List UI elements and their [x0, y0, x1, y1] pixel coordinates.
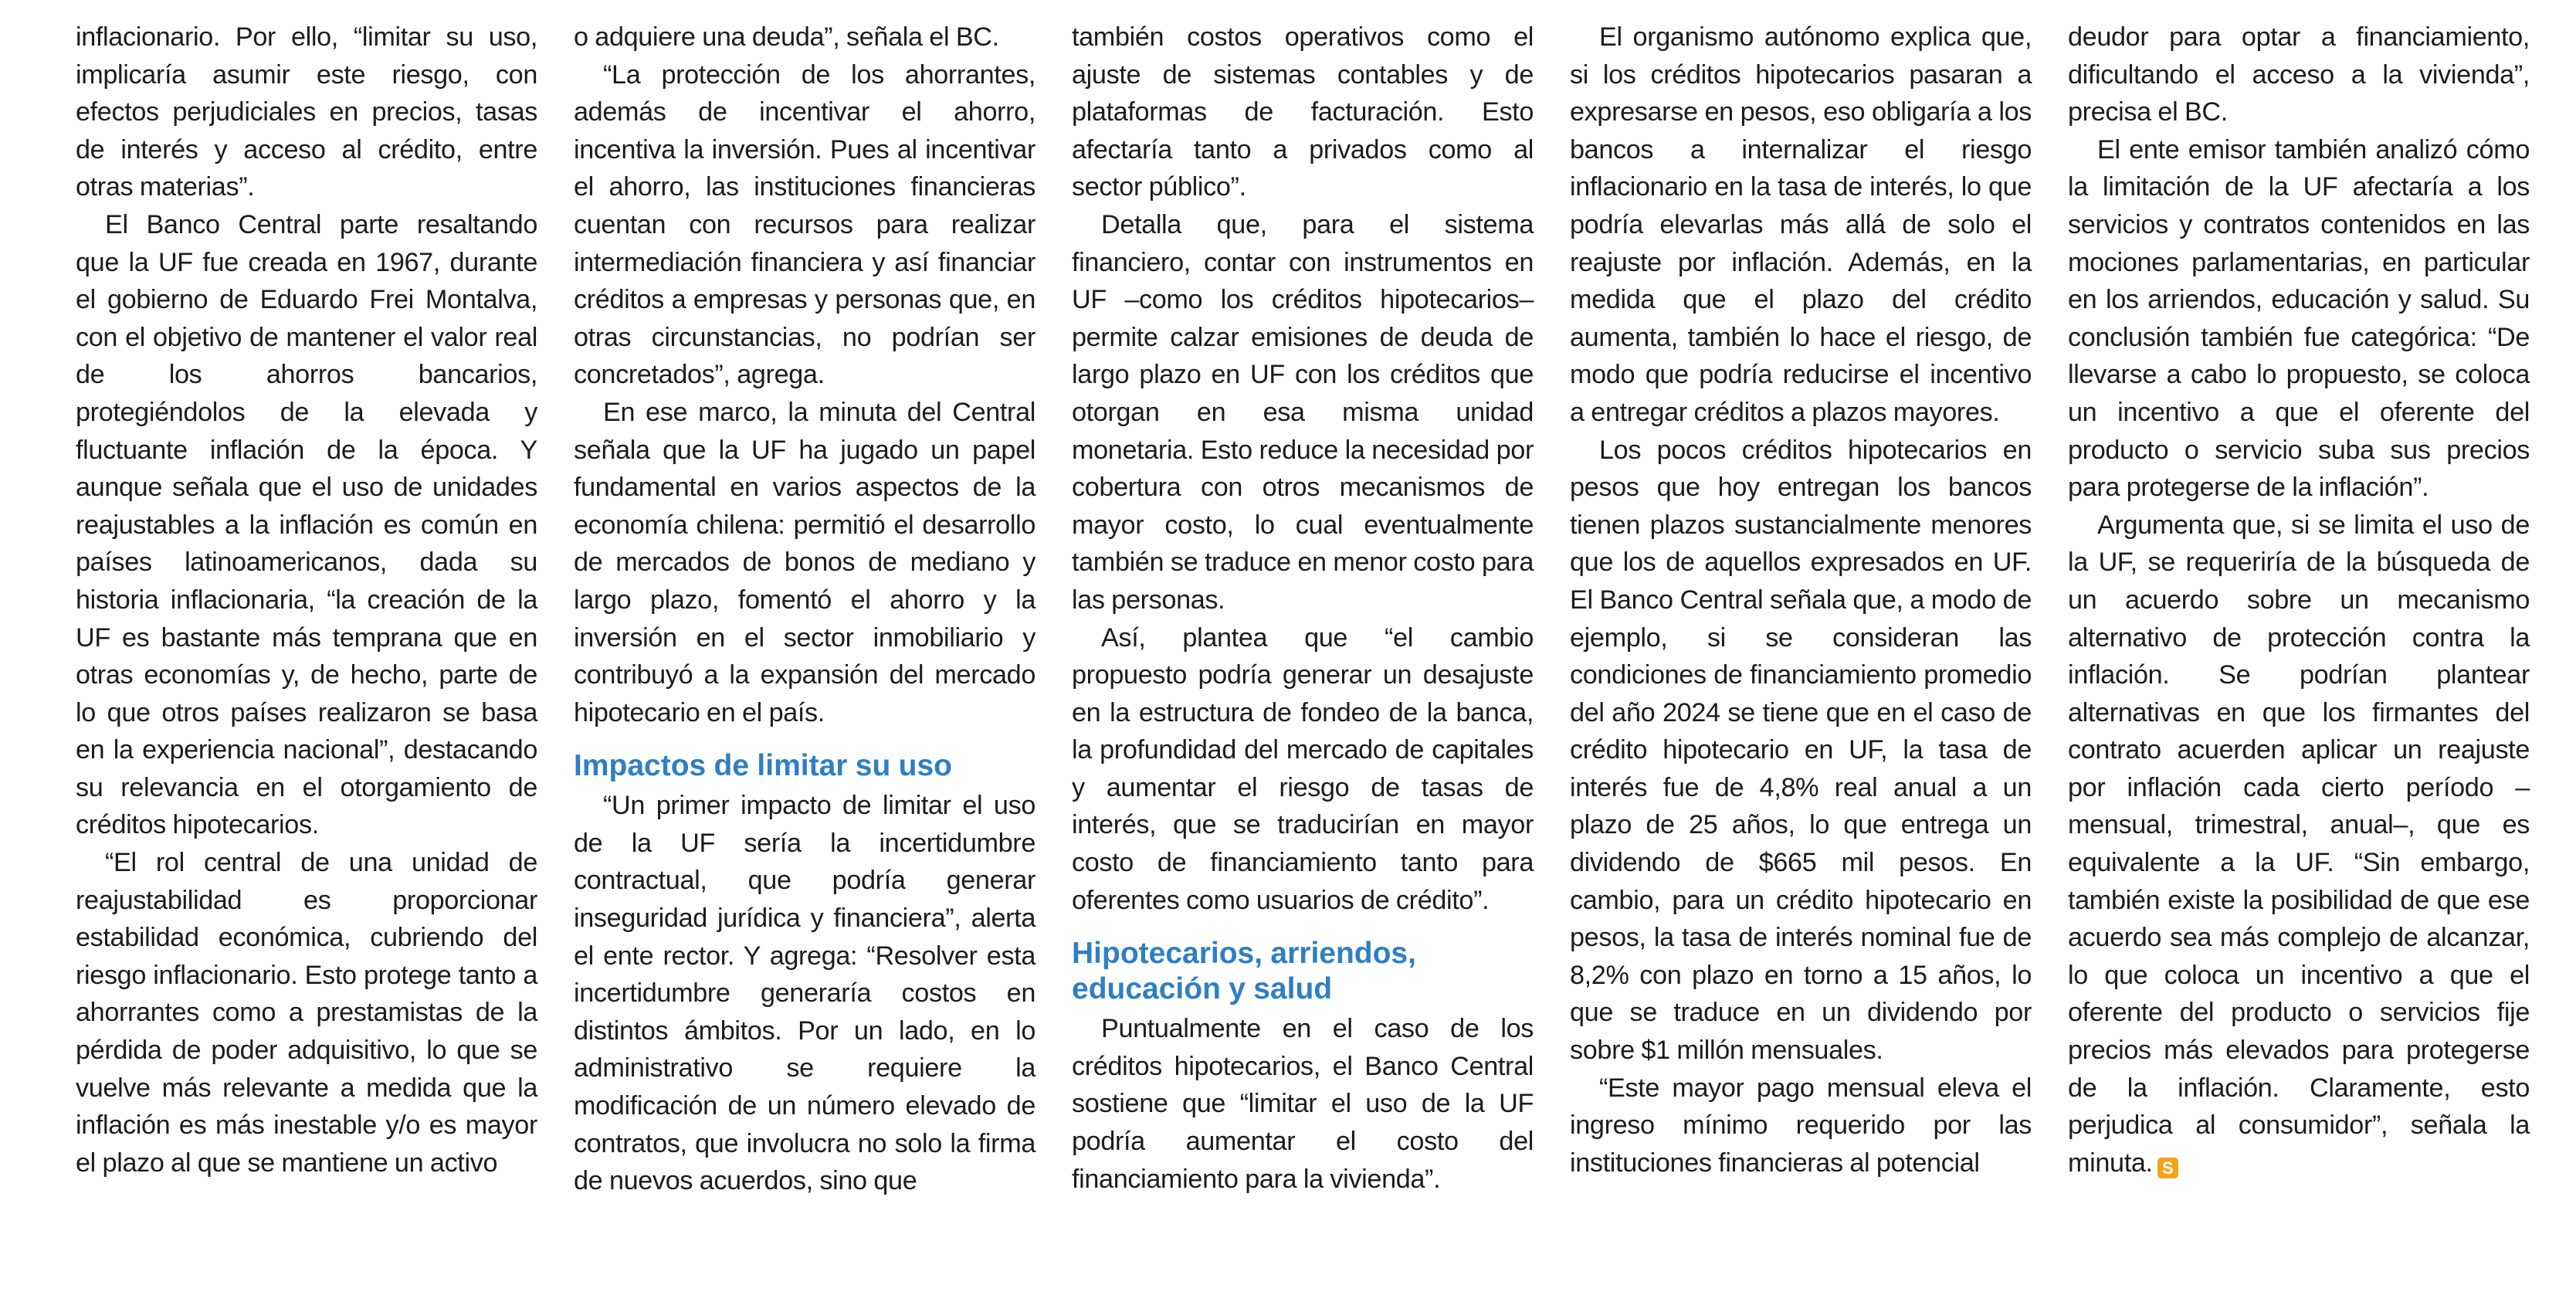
paragraph: El ente emisor también analizó cómo la limitación de la UF afectaría a los servicios y contratos contenidos en las mociones parlamentarias, en particular en los arriendos, educación y salud. Su conclusión también fue categórica: “De llevarse a cabo lo propuesto, se coloca un incentivo a que el oferente del producto o servicio suba sus precios para protegerse de la inflación”.: [2068, 134, 2530, 503]
text-column-4: [1570, 19, 2032, 1302]
paragraph: En ese marco, la minuta del Central señala que la UF ha jugado un papel fundamental en varios aspectos de la economía chilena: permitió el desarrollo de mercados de bonos de mediano y largo plazo, fomentó el ahorro y la inversión en el sector inmobiliario y contribuyó a la expansión del mercado hipotecario en el país.: [574, 397, 1035, 727]
paragraph: inflacionario. Por ello, “limitar su uso, implicaría asumir este riesgo, con efectos perjudiciales en precios, tasas de interés y acceso al crédito, entre otras materias”.: [76, 22, 537, 202]
paragraph: “El rol central de una unidad de reajustabilidad es proporcionar estabilidad económica, cubriendo del riesgo inflacionario. Esto protege tanto a ahorrantes como a prestamistas de la pérdida de poder adquisitivo, lo que se vuelve más relevante a medida que la inflación es más inestable y/o es mayor el plazo al que se mantiene un activo: [76, 848, 537, 1178]
paragraph: Puntualmente en el caso de los créditos hipotecarios, el Banco Central sostiene que “limitar el uso de la UF podría aumentar el costo del financiamiento para la vivienda”.: [1072, 1014, 1534, 1194]
paragraph: también costos operativos como el ajuste de sistemas contables y de plataformas de facturación. Esto afectaría tanto a privados como al sector público”.: [1072, 22, 1534, 202]
paragraph: El Banco Central parte resaltando que la UF fue creada en 1967, durante el gobierno de Eduardo Frei Montalva, con el objetivo de mantener el valor real de los ahorros bancarios, protegiéndolos de la elevada y fluctuante inflación de la época. Y aunque señala que el uso de unidades reajustables a la inflación es común en países latinoamericanos, dada su historia inflacionaria, “la creación de la UF es bastante más temprana que en otras economías y, de hecho, parte de lo que otros países realizaron se basa en la experiencia nacional”, destacando su relevancia en el otorgamiento de créditos hipotecarios.: [76, 209, 537, 840]
paragraph: Los pocos créditos hipotecarios en pesos que hoy entregan los bancos tienen plazos sustancialmente menores que los de aquellos expresados en UF. El Banco Central señala que, a modo de ejemplo, si se consideran las condiciones de financiamiento promedio del año 2024 se tiene que en el caso de crédito hipotecario en UF, la tasa de interés fue de 4,8% real anual a un plazo de 25 años, lo que entrega un dividendo de $665 mil pesos. En cambio, para un crédito hipotecario en pesos, la tasa de interés nominal fue de 8,2% con plazo en torno a 15 años, lo que se traduce en un dividendo por sobre $1 millón mensuales.: [1570, 435, 2032, 1066]
text-column-1: [76, 19, 537, 1302]
paragraph: “La protección de los ahorrantes, además de incentivar el ahorro, incentiva la inversión. Pues al incentivar el ahorro, las instituciones financieras cuentan con recursos para realizar intermediación financiera y así financiar créditos a empresas y personas que, en otras circunstancias, no podrían ser concretados”, agrega.: [574, 59, 1035, 390]
text-column-5: [2068, 19, 2530, 1302]
text-column-2: [574, 19, 1035, 1302]
paragraph: Así, plantea que “el cambio propuesto podría generar un desajuste en la estructura de fondeo de la banca, la profundidad del mercado de capitales y aumentar el riesgo de tasas de interés, que se traducirían en mayor costo de financiamiento tanto para oferentes como usuarios de crédito”.: [1072, 622, 1534, 915]
paragraph: o adquiere una deuda”, señala el BC.: [574, 22, 999, 52]
section-heading: Impactos de limitar su uso: [574, 749, 952, 783]
paragraph: Argumenta que, si se limita el uso de la UF, se requeriría de la búsqueda de un acuerdo sobre un mecanismo alternativo de protección contra la inflación. Se podrían plantear alternativas en que los firmantes del contrato acuerden aplicar un reajuste por inflación cada cierto período –mensual, trimestral, anual–, que es equivalente a la UF. “Sin embargo, también existe la posibilidad de que ese acuerdo sea más complejo de alcanzar, lo que coloca un incentivo a que el oferente del producto o servicios fije precios más elevados para protegerse de la inflación. Claramente, esto perjudica al consumidor”, señala la minuta. S: [2068, 510, 2530, 1178]
paragraph: “Este mayor pago mensual eleva el ingreso mínimo requerido por las instituciones financieras al potencial: [1570, 1073, 2032, 1178]
paragraph: Detalla que, para el sistema financiero, contar con instrumentos en UF –como los créditos hipotecarios– permite calzar emisiones de deuda de largo plazo en UF con los créditos que otorgan en esa misma unidad monetaria. Esto reduce la necesidad por cobertura con otros mecanismos de mayor costo, lo cual eventualmente también se traduce en menor costo para las personas.: [1072, 209, 1534, 615]
paragraph: El organismo autónomo explica que, si los créditos hipotecarios pasaran a expresarse en pesos, eso obligaría a los bancos a internalizar el riesgo inflacionario en la tasa de interés, lo que podría elevarlas más allá de solo el reajuste por inflación. Además, en la medida que el plazo del crédito aumenta, también lo hace el riesgo, de modo que podría reducirse el incentivo a entregar créditos a plazos mayores.: [1570, 22, 2032, 427]
end-of-article-icon: S: [2157, 1158, 2178, 1178]
paragraph: “Un primer impacto de limitar el uso de la UF sería la incertidumbre contractual, que podría generar inseguridad jurídica y financiera”, alerta el ente rector. Y agrega: “Resolver esta incertidumbre generaría costos en distintos ámbitos. Por un lado, en lo administrativo se requiere la modificación de un número elevado de contratos, que involucra no solo la firma de nuevos acuerdos, sino que: [574, 791, 1035, 1196]
section-heading: Hipotecarios, arriendos, educación y salud: [1072, 937, 1416, 1006]
text-column-3: [1072, 19, 1534, 1302]
paragraph: deudor para optar a financiamiento, dificultando el acceso a la vivienda”, precisa el BC.: [2068, 22, 2530, 127]
